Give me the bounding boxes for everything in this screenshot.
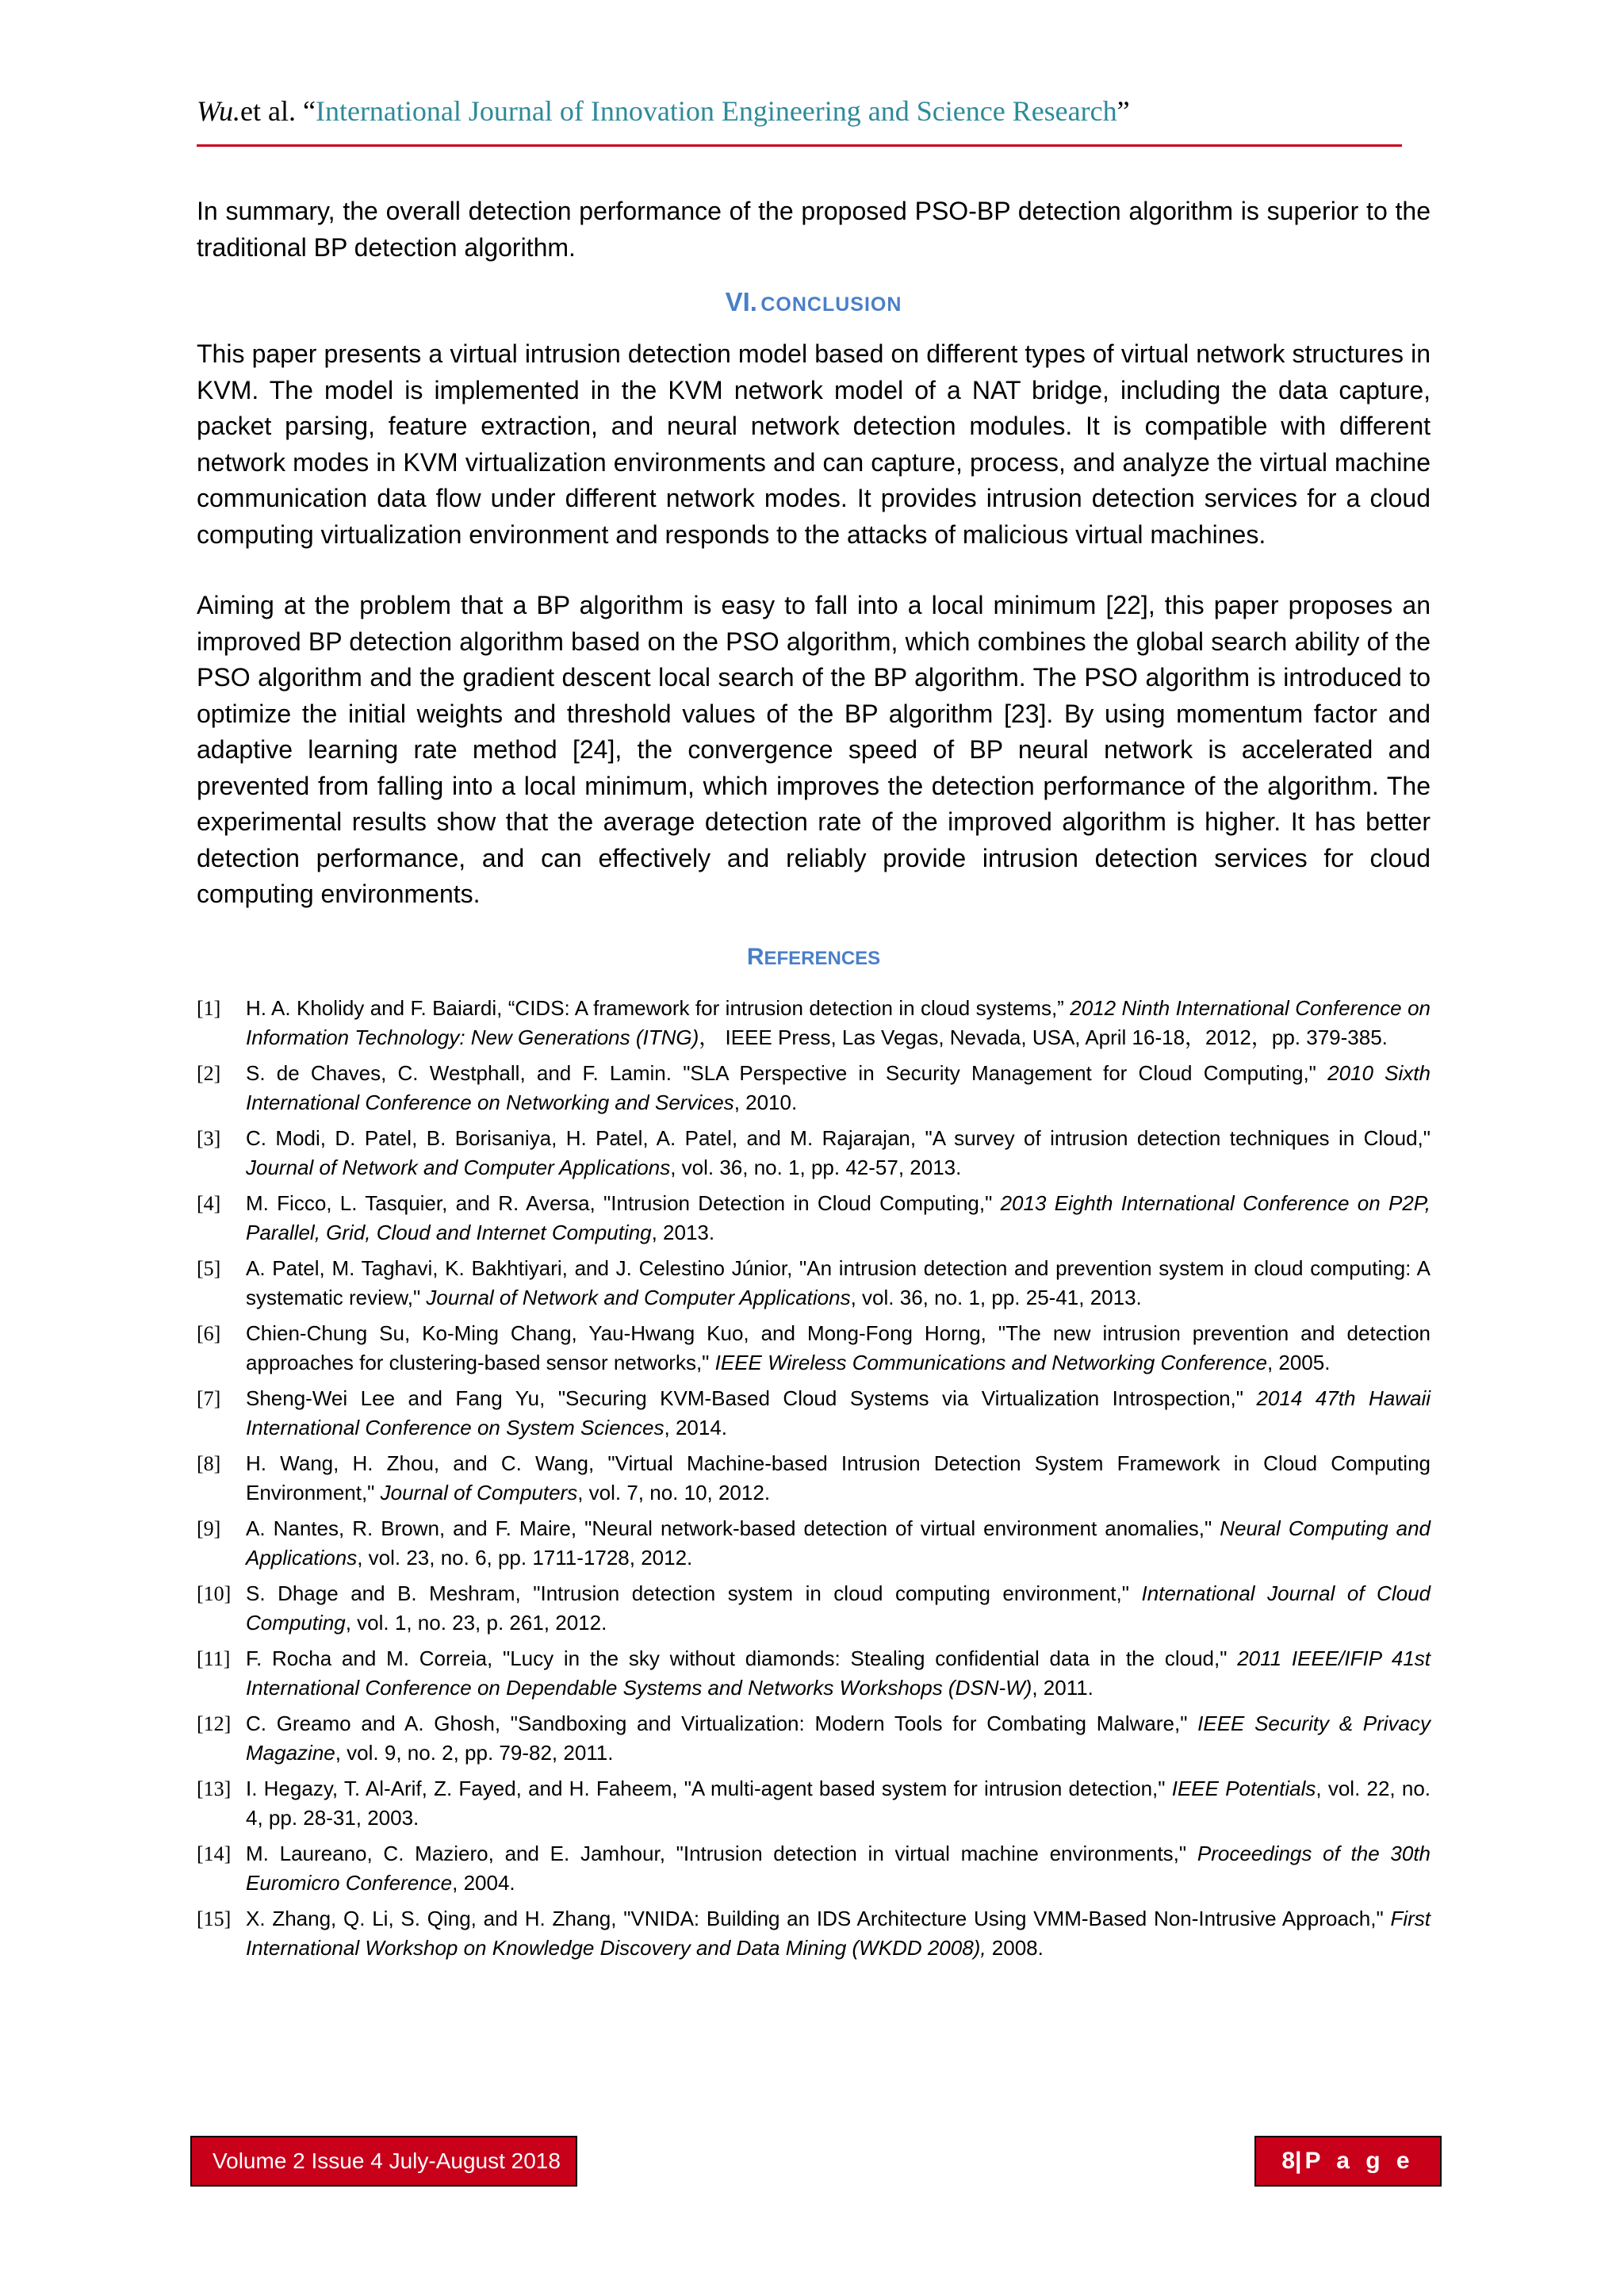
reference-item [197, 1839, 1431, 1898]
reference-authors-title: S. Dhage and B. Meshram, "Intrusion detection system in cloud computing environment," [246, 1581, 1142, 1605]
reference-number: [1] [197, 996, 221, 1020]
reference-authors-title: C. Greamo and A. Ghosh, "Sandboxing and Virtualization: Modern Tools for Combating Malware," [246, 1711, 1198, 1735]
page-content [197, 194, 1431, 1969]
reference-details: , 2005. [1266, 1350, 1331, 1374]
reference-details: ， IEEE Press, Las Vegas, Nevada, USA, April 16-18，2012，pp. 379-385. [699, 1025, 1388, 1049]
reference-authors-title: F. Rocha and M. Correia, "Lucy in the sky without diamonds: Stealing confidential data in the cloud," [246, 1646, 1238, 1670]
reference-number: [14] [197, 1842, 232, 1865]
reference-item [197, 1124, 1431, 1182]
reference-text [246, 1319, 1431, 1378]
reference-authors-title: S. de Chaves, C. Westphall, and F. Lamin. "SLA Perspective in Security Management for Cloud Computing," [246, 1060, 1328, 1085]
reference-details: , 2014. [664, 1415, 728, 1439]
footer-page-label: P a g e [1304, 2148, 1415, 2174]
reference-details: , 2004. [452, 1870, 515, 1895]
header-etal: et al. “ [240, 95, 316, 127]
footer-volume: Volume 2 Issue 4 July-August 2018 [213, 2148, 561, 2173]
reference-number: [4] [197, 1191, 221, 1215]
reference-venue: Proceedings of the 30th Euromicro Conference [246, 1841, 1431, 1895]
reference-item [197, 1319, 1431, 1378]
reference-venue: Journal of Network and Computer Applications [426, 1285, 851, 1309]
header-journal-name: International Journal of Innovation Engineering and Science Research [315, 95, 1117, 127]
reference-authors-title: X. Zhang, Q. Li, S. Qing, and H. Zhang, "VNIDA: Building an IDS Architecture Using VMM-Based Non-Intrusive Approach," [246, 1906, 1391, 1930]
running-header [197, 94, 1402, 128]
reference-details: , 2011. [1032, 1675, 1094, 1700]
references-heading [197, 940, 1431, 976]
reference-text [246, 1384, 1431, 1443]
reference-item [197, 1384, 1431, 1443]
reference-details: , 2013. [651, 1220, 715, 1244]
reference-venue: IEEE Security & Privacy Magazine [246, 1711, 1431, 1765]
reference-number: [10] [197, 1581, 232, 1605]
reference-text [246, 1839, 1431, 1898]
reference-venue: IEEE Potentials [1171, 1776, 1316, 1800]
reference-details: , vol. 36, no. 1, pp. 42-57, 2013. [670, 1155, 962, 1179]
reference-venue: International Journal of Cloud Computing [246, 1581, 1431, 1635]
header-close-quote: ” [1116, 95, 1130, 127]
reference-text [246, 1579, 1431, 1638]
reference-number: [8] [197, 1451, 221, 1475]
reference-item [197, 1904, 1431, 1963]
paragraph-gap [197, 553, 1431, 588]
reference-details: , vol. 1, no. 23, p. 261, 2012. [345, 1610, 607, 1635]
reference-text [246, 1709, 1431, 1768]
reference-venue: 2012 Ninth International Conference on Information Technology: New Generations (ITNG) [246, 995, 1431, 1049]
reference-text [246, 1124, 1431, 1182]
reference-text [246, 994, 1431, 1052]
reference-details: , vol. 9, no. 2, pp. 79-82, 2011. [335, 1740, 614, 1765]
footer-page-box [1254, 2136, 1442, 2187]
reference-text [246, 1774, 1431, 1833]
reference-item [197, 1254, 1431, 1313]
reference-item [197, 1579, 1431, 1638]
reference-details: , vol. 36, no. 1, pp. 25-41, 2013. [850, 1285, 1142, 1309]
reference-venue: 2014 47th Hawaii International Conference on System Sciences [246, 1386, 1431, 1439]
conclusion-heading [197, 285, 1431, 325]
reference-authors-title: H. A. Kholidy and F. Baiardi, “CIDS: A framework for intrusion detection in cloud systems,” [246, 995, 1071, 1020]
reference-authors-title: Chien-Chung Su, Ko-Ming Chang, Yau-Hwang Kuo, and Mong-Fong Horng, "The new intrusion prevention and detection approaches for clustering-based sensor networks," [246, 1320, 1431, 1374]
footer-page-number: 8 [1281, 2148, 1296, 2174]
conclusion-section-number: VI. [725, 287, 757, 316]
reference-text [246, 1514, 1431, 1573]
reference-authors-title: I. Hegazy, T. Al-Arif, Z. Fayed, and H. Faheem, "A multi-agent based system for intrusion detection," [246, 1776, 1172, 1800]
reference-number: [5] [197, 1256, 221, 1280]
conclusion-paragraph-2: Aiming at the problem that a BP algorithm is easy to fall into a local minimum [22], this paper proposes an improved BP detection algorithm based on the PSO algorithm, which combines the global search ability of the PSO algorithm and the gradient descent local search of the BP algorithm. The PSO algorithm is introduced to optimize the initial weights and threshold values of the BP algorithm [23]. By using momentum factor and adaptive learning rate method [24], the convergence speed of BP neural network is accelerated and prevented from falling into a local minimum, which improves the detection performance of the algorithm. The experimental results show that the average detection rate of the improved algorithm is higher. It has better detection performance, and can effectively and reliably provide intrusion detection services for cloud computing environments. [197, 591, 1431, 908]
reference-authors-title: A. Nantes, R. Brown, and F. Maire, "Neural network-based detection of virtual environment anomalies," [246, 1516, 1220, 1540]
header-author: Wu. [197, 95, 241, 127]
reference-venue: Journal of Network and Computer Applications [246, 1155, 671, 1179]
reference-venue: Neural Computing and Applications [246, 1516, 1431, 1570]
reference-number: [7] [197, 1386, 221, 1410]
references-title-rest: EFERENCES [764, 947, 881, 969]
reference-authors-title: M. Ficco, L. Tasquier, and R. Aversa, "Intrusion Detection in Cloud Computing," [246, 1190, 1001, 1215]
conclusion-section-title: CONCLUSION [760, 293, 902, 316]
reference-item [197, 1709, 1431, 1768]
conclusion-paragraph-1: This paper presents a virtual intrusion detection model based on different types of virtual network structures in KVM. The model is implemented in the KVM network model of a NAT bridge, including the data capture, packet parsing, feature extraction, and neural network detection modules. It is compatible with different network modes in KVM virtualization environments and can capture, process, and analyze the virtual machine communication data flow under different network modes. It provides intrusion detection services for a cloud computing virtualization environment and responds to the attacks of malicious virtual machines. [197, 339, 1431, 549]
reference-text [246, 1904, 1431, 1963]
header-rule [197, 144, 1402, 147]
reference-number: [11] [197, 1646, 231, 1670]
reference-authors-title: Sheng-Wei Lee and Fang Yu, "Securing KVM-Based Cloud Systems via Virtualization Introspection," [246, 1386, 1257, 1410]
reference-authors-title: C. Modi, D. Patel, B. Borisaniya, H. Patel, A. Patel, and M. Rajarajan, "A survey of intrusion detection techniques in Cloud," [246, 1125, 1431, 1150]
reference-number: [13] [197, 1777, 232, 1800]
reference-text [246, 1059, 1431, 1117]
reference-venue: First International Workshop on Knowledge Discovery and Data Mining (WKDD 2008), [246, 1906, 1431, 1960]
reference-details: , vol. 23, no. 6, pp. 1711-1728, 2012. [357, 1545, 693, 1570]
reference-venue: Journal of Computers [380, 1480, 578, 1504]
reference-venue: 2010 Sixth International Conference on Networking and Services [246, 1060, 1431, 1114]
reference-number: [6] [197, 1321, 221, 1345]
reference-list [197, 994, 1431, 1963]
reference-details: 2008. [986, 1935, 1044, 1960]
reference-number: [9] [197, 1516, 221, 1540]
reference-authors-title: A. Patel, M. Taghavi, K. Bakhtiyari, and J. Celestino Júnior, "An intrusion detection and prevention system in cloud computing: A systematic review," [246, 1255, 1431, 1309]
reference-venue: 2011 IEEE/IFIP 41st International Conference on Dependable Systems and Networks Workshops (DSN-W) [246, 1646, 1431, 1700]
footer-separator: | [1295, 2148, 1302, 2174]
reference-number: [15] [197, 1907, 232, 1930]
reference-authors-title: H. Wang, H. Zhou, and C. Wang, "Virtual Machine-based Intrusion Detection System Framework in Cloud Computing Environment," [246, 1451, 1431, 1504]
footer-volume-box [190, 2136, 577, 2187]
reference-number: [3] [197, 1126, 221, 1150]
reference-details: , vol. 22, no. 4, pp. 28-31, 2003. [246, 1776, 1431, 1830]
summary-paragraph: In summary, the overall detection performance of the proposed PSO-BP detection algorithm is superior to the traditional BP detection algorithm. [197, 197, 1431, 262]
reference-venue: IEEE Wireless Communications and Networking Conference [714, 1350, 1267, 1374]
reference-details: , 2010. [733, 1090, 798, 1114]
reference-item [197, 1059, 1431, 1117]
reference-details: , vol. 7, no. 10, 2012. [577, 1480, 771, 1504]
reference-item [197, 1644, 1431, 1703]
reference-text [246, 1449, 1431, 1508]
reference-text [246, 1189, 1431, 1248]
reference-item [197, 1774, 1431, 1833]
reference-number: [12] [197, 1711, 232, 1735]
references-title-initial: R [746, 943, 764, 970]
reference-item [197, 1514, 1431, 1573]
reference-number: [2] [197, 1061, 221, 1085]
reference-text [246, 1254, 1431, 1313]
reference-item [197, 1189, 1431, 1248]
reference-authors-title: M. Laureano, C. Maziero, and E. Jamhour, "Intrusion detection in virtual machine environments," [246, 1841, 1197, 1865]
reference-text [246, 1644, 1431, 1703]
reference-item [197, 1449, 1431, 1508]
reference-item [197, 994, 1431, 1052]
reference-venue: 2013 Eighth International Conference on P2P, Parallel, Grid, Cloud and Internet Computing [246, 1190, 1431, 1244]
